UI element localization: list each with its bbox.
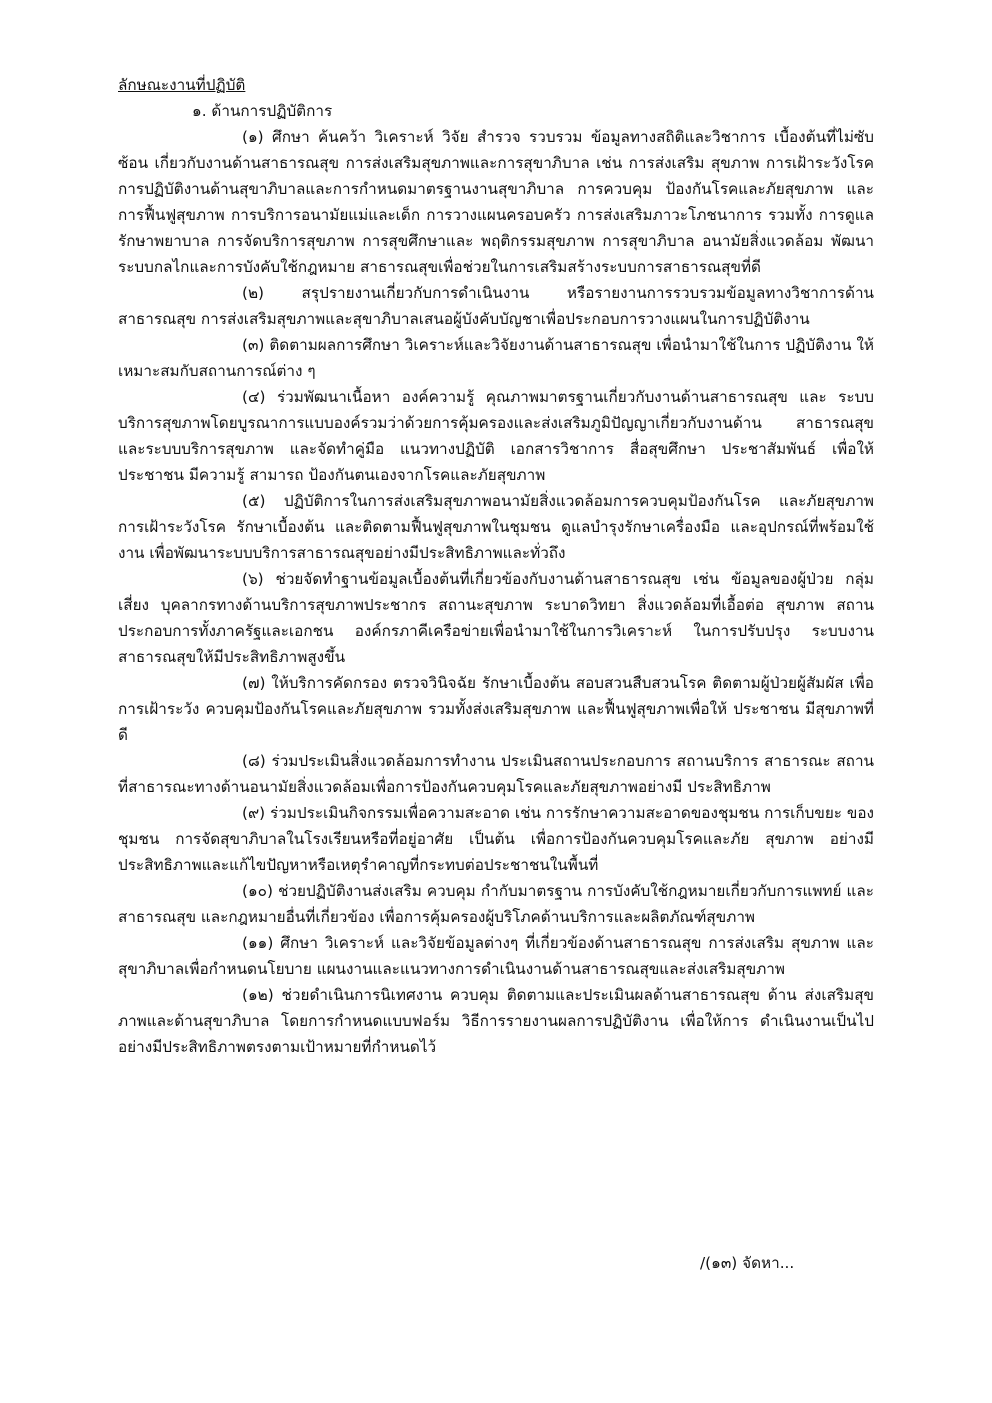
duty-item-12: (๑๒) ช่วยดำเนินการนิเทศงาน ควบคุม ติดตามและประเมินผลด้านสาธารณสุข ด้าน ส่งเสริมสุขภาพและด้านสุขาภิบาล โดยการกำหนดแบบฟอร์ม วิธีการรายงานผลการปฏิบัติงาน เพื่อให้การ ดำเนินงานเป็นไปอย่างมีประสิทธิภาพตรงตามเป้าหมายที่กำหนดไว้ [118, 986, 874, 1056]
duty-item-9: (๙) ร่วมประเมินกิจกรรมเพื่อความสะอาด เช่น การรักษาความสะอาดของชุมชน การเก็บขยะ ของชุมชน การจัดสุขาภิบาลในโรงเรียนหรือที่อยู่อาศัย เป็นต้น เพื่อการป้องกันควบคุมโรคและภัย สุขภาพ อย่างมีประสิทธิภาพและแก้ไขปัญหาหรือเหตุรำคาญที่กระทบต่อประชาชนในพื้นที่ [118, 804, 874, 874]
duty-item-4: (๔) ร่วมพัฒนาเนื้อหา องค์ความรู้ คุณภาพมาตรฐานเกี่ยวกับงานด้านสาธารณสุข และ ระบบ บริการสุขภาพโดยบูรณาการแบบองค์รวมว่าด้วยการคุ้มครองและส่งเสริมภูมิปัญญาเกี่ยวกับงานด้าน สาธารณสุข และระบบบริการสุขภาพ และจัดทำคู่มือ แนวทางปฏิบัติ เอกสารวิชาการ สื่อสุขศึกษา ประชาสัมพันธ์ เพื่อให้ ประชาชน มีความรู้ สามารถ ป้องกันตนเองจากโรคและภัยสุขภาพ [118, 388, 874, 484]
duty-item-6: (๖) ช่วยจัดทำฐานข้อมูลเบื้องต้นที่เกี่ยวข้องกับงานด้านสาธารณสุข เช่น ข้อมูลของผู้ป่วย กลุ่มเสี่ยง บุคลากรทางด้านบริการสุขภาพประชากร สถานะสุขภาพ ระบาดวิทยา สิ่งแวดล้อมที่เอื้อต่อ สุขภาพ สถานประกอบการทั้งภาครัฐและเอกชน องค์กรภาคีเครือข่ายเพื่อนำมาใช้ในการวิเคราะห์ ในการปรับปรุง ระบบงานสาธารณสุขให้มีประสิทธิภาพสูงขึ้น [118, 570, 874, 666]
continuation-note: /(๑๓) จัดหา... [700, 1254, 795, 1272]
duty-item-1: (๑) ศึกษา ค้นคว้า วิเคราะห์ วิจัย สำรวจ รวบรวม ข้อมูลทางสถิติและวิชาการ เบื้องต้นที่ไม่ซับซ้อน เกี่ยวกับงานด้านสาธารณสุข การส่งเสริมสุขภาพและการสุขาภิบาล เช่น การส่งเสริม สุขภาพ การเฝ้าระวังโรค การปฏิบัติงานด้านสุขาภิบาลและการกำหนดมาตรฐานงานสุขาภิบาล การควบคุม ป้องกันโรคและภัยสุขภาพ และการฟื้นฟูสุขภาพ การบริการอนามัยแม่และเด็ก การวางแผนครอบครัว การส่งเสริมภาวะโภชนาการ รวมทั้ง การดูแลรักษาพยาบาล การจัดบริการสุขภาพ การสุขศึกษาและ พฤติกรรมสุขภาพ การสุขาภิบาล อนามัยสิ่งแวดล้อม พัฒนาระบบกลไกและการบังคับใช้กฎหมาย สาธารณสุขเพื่อช่วยในการเสริมสร้างระบบการสาธารณสุขที่ดี [118, 128, 874, 276]
subsection-title: ๑. ด้านการปฏิบัติการ [192, 102, 333, 120]
duty-item-11: (๑๑) ศึกษา วิเคราะห์ และวิจัยข้อมูลต่างๆ ที่เกี่ยวข้องด้านสาธารณสุข การส่งเสริม สุขภาพ และสุขาภิบาลเพื่อกำหนดนโยบาย แผนงานและแนวทางการดำเนินงานด้านสาธารณสุขและส่งเสริมสุขภาพ [118, 934, 874, 978]
duty-item-10: (๑๐) ช่วยปฏิบัติงานส่งเสริม ควบคุม กำกับมาตรฐาน การบังคับใช้กฎหมายเกี่ยวกับการแพทย์ และสาธารณสุข และกฎหมายอื่นที่เกี่ยวข้อง เพื่อการคุ้มครองผู้บริโภคด้านบริการและผลิตภัณฑ์สุขภาพ [118, 882, 874, 926]
duty-item-7: (๗) ให้บริการคัดกรอง ตรวจวินิจฉัย รักษาเบื้องต้น สอบสวนสืบสวนโรค ติดตามผู้ป่วยผู้สัมผัส เพื่อการเฝ้าระวัง ควบคุมป้องกันโรคและภัยสุขภาพ รวมทั้งส่งเสริมสุขภาพ และฟื้นฟูสุขภาพเพื่อให้ ประชาชน มีสุขภาพที่ดี [118, 674, 874, 744]
duty-item-8: (๘) ร่วมประเมินสิ่งแวดล้อมการทำงาน ประเมินสถานประกอบการ สถานบริการ สาธารณะ สถานที่สาธารณะทางด้านอนามัยสิ่งแวดล้อมเพื่อการป้องกันควบคุมโรคและภัยสุขภาพอย่างมี ประสิทธิภาพ [118, 752, 874, 796]
section-heading: ลักษณะงานที่ปฏิบัติ [118, 76, 246, 94]
duty-item-3: (๓) ติดตามผลการศึกษา วิเคราะห์และวิจัยงานด้านสาธารณสุข เพื่อนำมาใช้ในการ ปฏิบัติงาน ให้เหมาะสมกับสถานการณ์ต่าง ๆ [118, 336, 874, 380]
duty-item-5: (๕) ปฏิบัติการในการส่งเสริมสุขภาพอนามัยสิ่งแวดล้อมการควบคุมป้องกันโรค และภัยสุขภาพ การเฝ้าระวังโรค รักษาเบื้องต้น และติดตามฟื้นฟูสุขภาพในชุมชน ดูแลบำรุงรักษาเครื่องมือ และอุปกรณ์ที่พร้อมใช้งาน เพื่อพัฒนาระบบบริการสาธารณสุขอย่างมีประสิทธิภาพและทั่วถึง [118, 492, 874, 562]
document-page [118, 72, 874, 1060]
duty-item-2: (๒) สรุปรายงานเกี่ยวกับการดำเนินงาน หรือรายงานการรวบรวมข้อมูลทางวิชาการด้าน สาธารณสุข การส่งเสริมสุขภาพและสุขาภิบาลเสนอผู้บังคับบัญชาเพื่อประกอบการวางแผนในการปฏิบัติงาน [118, 284, 874, 328]
